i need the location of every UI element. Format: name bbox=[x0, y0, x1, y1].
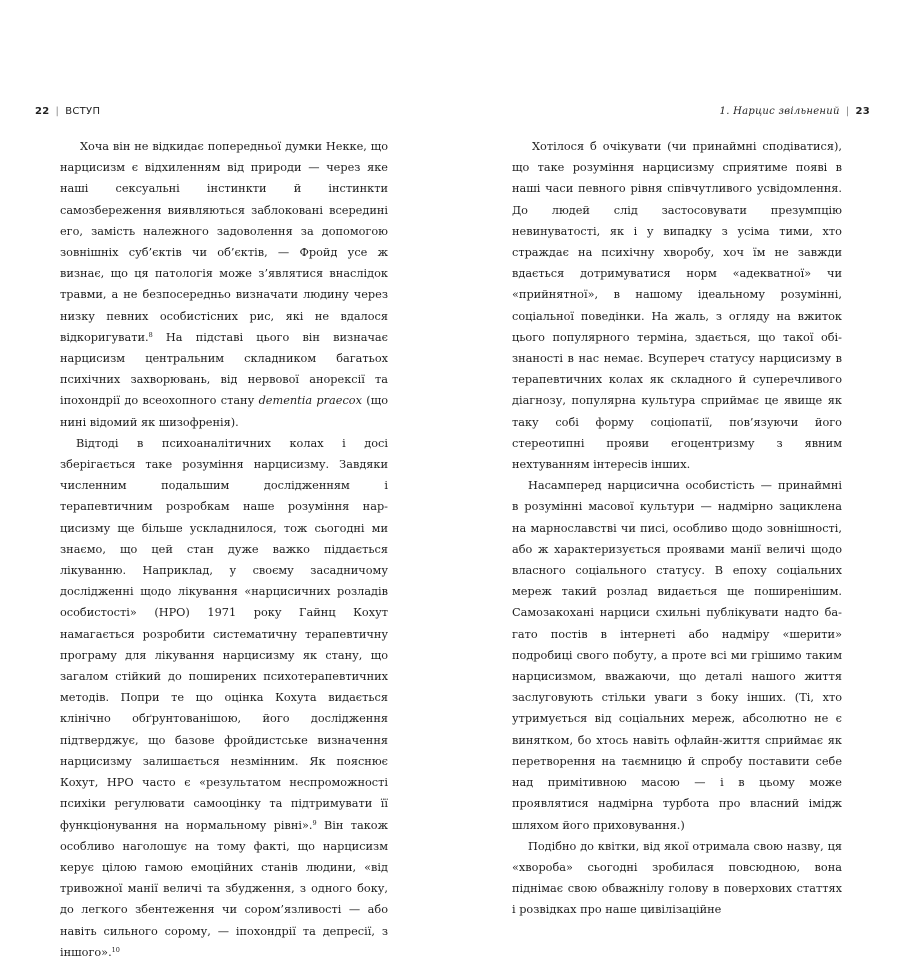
footnote-ref: 10 bbox=[111, 945, 120, 954]
paragraph: Хотілося б очікувати (чи принаймні сподіватися), що таке розуміння нарцисизму сприятиме появі в наші часи певного рівня співчутливого усвідомлення. До людей слід застосовувати презумпцію невинуватості, як і у випадку з усіма тими, хто страждає на психічну хворобу, хоч їм не завжди вдається дотримуватися норм «адекватної» чи «прийнятної», в нашому ідеальному розумінні, соціальної поведінки. На жаль, з огляду на вжиток цього популярного терміна, здається, що такої обізнаності в нас немає. Всупереч статусу нарцисизму в терапевтичних колах як складного й суперечливого діагнозу, популярна культура сприймає це явище як таку собі форму соціопатії, пов’язуючи його стереотипні прояви егоцентризму з явним нехтуванням інтересів інших. bbox=[512, 140, 842, 472]
right-page-number: 23 bbox=[855, 106, 870, 117]
left-section-title: ВСТУП bbox=[65, 106, 101, 117]
header-separator: | bbox=[55, 106, 60, 117]
left-body-text bbox=[60, 136, 388, 963]
left-page-number: 22 bbox=[35, 106, 50, 117]
paragraph: Подібно до квітки, від якої отримала свою назву, ця «хвороба» сьогодні зробилася повсюдною, вона піднімає свою обважнілу голову в поверхових статтях і розвідках про наше цивілізаційне bbox=[512, 839, 842, 917]
left-page bbox=[0, 0, 450, 959]
right-body-text bbox=[512, 136, 842, 921]
footnote-ref: 8 bbox=[148, 330, 153, 339]
right-running-header bbox=[720, 106, 870, 117]
italic-term: dementia praecox bbox=[258, 394, 362, 408]
paragraph: Хоча він не відкидає попередньої думки Некке, що нарцисизм є відхиленням від природи — через яке наші сексуальні інстинкти й інстинкти самозбереження виявляються заблоковані всередині его, замість належного задоволення за допомогою зовнішніх суб’єктів чи об’єктів, — Фройд усе ж визнає, що ця патологія може з’являтися внаслідок травми, а не безпосередньо визначати людину через низку певних особистісних рис, які не вдалося відкоригувати.$^8$ На підставі цього він визначає нарцисизм центральним складником багатьох психічних захворювань, від нервової анорексії та іпохондрії до всеохопного стану dementia praecox (що нині відомий як шизофренія). bbox=[60, 140, 388, 429]
right-page bbox=[450, 0, 900, 917]
paragraph: Відтоді в психоаналітичних колах і досі зберігається таке розуміння нарцисизму. Завдяки численним подальшим дослідженням і терапевтичним розробкам наше розуміння нарцисизму ще більше ускладнилося, тож сьогодні ми знаємо, що цей стан дуже важко піддається лікуванню. Наприклад, у своєму засадничому дослідженні щодо лікування «нарцисичних розладів особистості» (НРО) 1971 року Гайнц Кохут намагається розробити систематичну терапевтичну програму для лікування нарцисизму як стану, що загалом стійкий до поширених психотерапевтичних методів. Попри те що оцінка Кохута видається клінічно обґрунтованішою, його дослідження підтверджує, що базове фройдистське визначення нарцисизму залишається незмінним. Як пояснює Кохут, НРО часто є «результатом неспроможності психіки регулювати самооцінку та підтримувати її функціонування на нормальному рівні».$^9$ Він також особливо наголошує на тому факті, що нарцисизм керує цілою гамою емоційних станів людини, «від тривожної манії величі та збудження, з одного боку, до легкого збентеження чи сором’язливості — або навіть сильного сорому, — іпохондрії та депресії, з іншого».$^{10}$ bbox=[60, 436, 388, 959]
left-running-header bbox=[35, 106, 100, 117]
header-separator: | bbox=[845, 106, 850, 117]
paragraph: Насамперед нарцисична особистість — принаймні в розумінні масової культури — надмірно зациклена на марнославстві чи писі, особливо щодо зовнішності, або ж характеризується проявами манії величі щодо власного соціального статусу. В епоху соціальних мереж такий розлад видається ще поширенішим. Самозакохані нарциси схильні публікувати надто багато постів в інтернеті або надміру «шерити» подробиці свого побуту, а проте всі ми грішимо таким нарцисизмом, вважаючи, що деталі нашого життя заслуговують стільки уваги з боку інших. (Ті, хто утримується від соціальних мереж, абсолютно не є винятком, бо хтось навіть офлайн-життя сприймає як перетворення на таємницю й спробу поставити себе над примітивною масою — і в цьому може проявлятися надмірна турбота про власний імідж шляхом його приховування.) bbox=[512, 479, 842, 832]
right-chapter-title: 1. Нарцис звільнений bbox=[719, 106, 840, 117]
footnote-ref: 9 bbox=[312, 818, 317, 827]
